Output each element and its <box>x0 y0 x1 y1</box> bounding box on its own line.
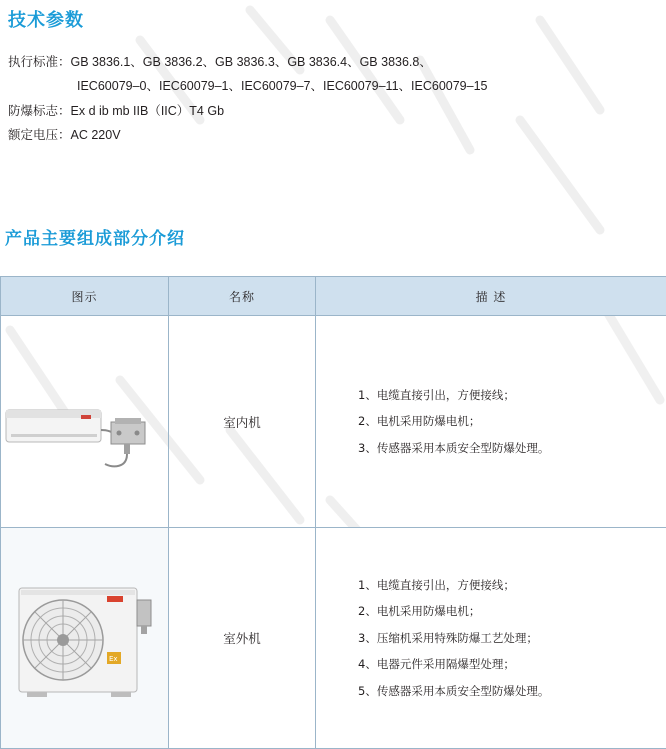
spec-standard-row <box>8 53 432 71</box>
header-image: 图示 <box>1 277 169 316</box>
part-name: 室内机 <box>169 316 316 528</box>
image-cell <box>1 528 169 749</box>
spec-voltage-row <box>8 126 121 144</box>
header-name: 名称 <box>169 277 316 316</box>
desc-cell <box>316 528 666 749</box>
desc-cell <box>316 316 666 528</box>
outdoor-unit-image <box>1 530 167 744</box>
header-desc: 描 述 <box>316 277 666 316</box>
spec-standard-row-2 <box>77 77 487 95</box>
indoor-unit-image <box>1 318 167 523</box>
spec-label: 额定电压： <box>8 126 71 144</box>
parts-table <box>0 276 666 749</box>
spec-label: 执行标准： <box>8 53 71 71</box>
spec-value: IEC60079–0、IEC60079–1、IEC60079–7、IEC60079–11、IEC60079–15 <box>77 79 487 93</box>
table-row <box>1 528 666 749</box>
spec-label: 防爆标志： <box>8 102 71 120</box>
table-header-row <box>1 277 666 316</box>
desc-line: 1、电缆直接引出，方便接线； <box>358 382 665 409</box>
svg-text:Ex: Ex <box>109 655 118 663</box>
spec-value: GB 3836.1、GB 3836.2、GB 3836.3、GB 3836.4、GB 3836.8、 <box>71 55 432 69</box>
desc-line: 5、传感器采用本质安全型防爆处理。 <box>358 678 665 705</box>
desc-line: 1、电缆直接引出，方便接线； <box>358 572 665 599</box>
table-row <box>1 316 666 528</box>
spec-value: Ex d ib mb IIB（IIC）T4 Gb <box>71 104 225 118</box>
image-cell <box>1 316 169 528</box>
parts-heading: 产品主要组成部分介绍 <box>5 224 185 249</box>
part-name: 室外机 <box>169 528 316 749</box>
desc-line: 3、传感器采用本质安全型防爆处理。 <box>358 435 665 462</box>
desc-line: 2、电机采用防爆电机； <box>358 408 665 435</box>
desc-line: 2、电机采用防爆电机； <box>358 598 665 625</box>
spec-explosion-mark-row <box>8 102 224 120</box>
spec-value: AC 220V <box>71 128 121 142</box>
desc-line: 3、压缩机采用特殊防爆工艺处理； <box>358 625 665 652</box>
desc-line: 4、电器元件采用隔爆型处理； <box>358 651 665 678</box>
specs-heading: 技术参数 <box>8 6 84 32</box>
